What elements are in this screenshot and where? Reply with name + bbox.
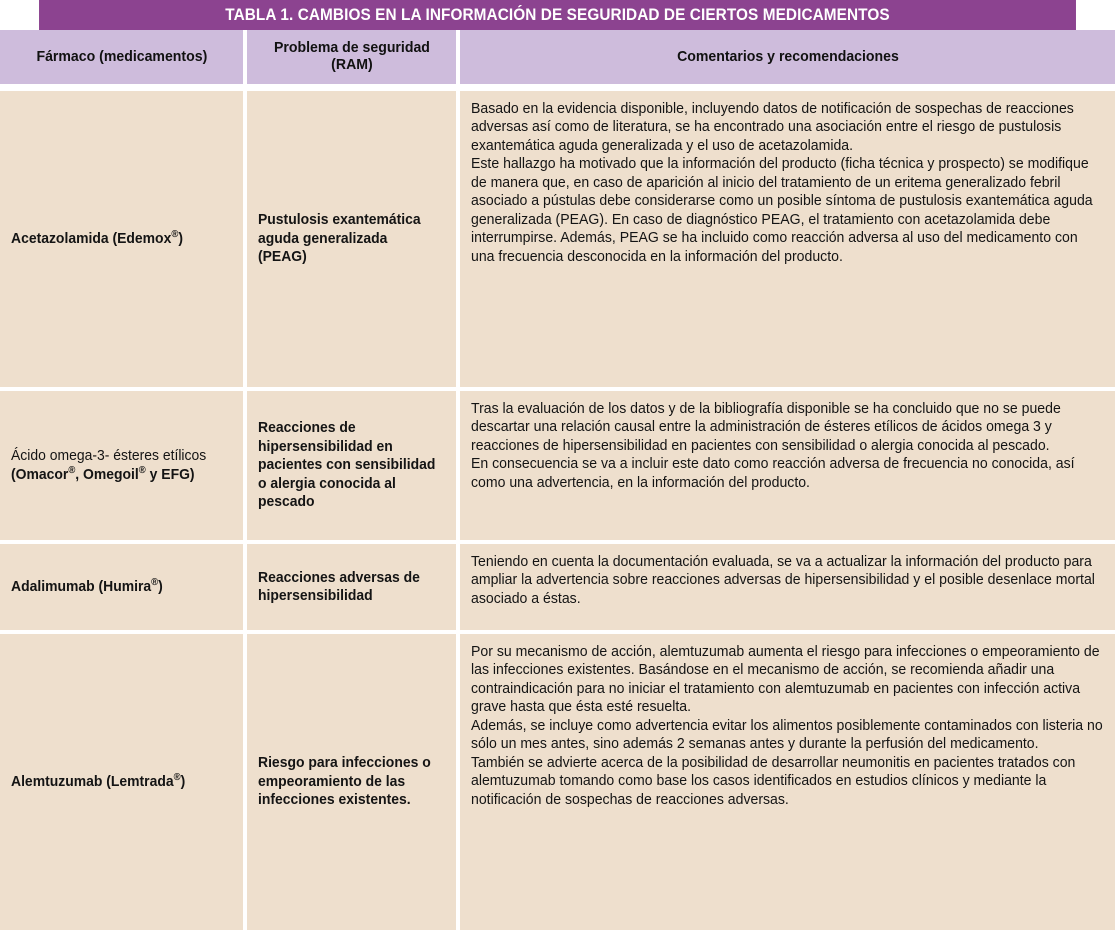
cell-drug (0, 91, 243, 387)
table-row (0, 91, 1115, 387)
comments-body (471, 400, 1104, 492)
cell-drug (0, 544, 243, 630)
comment-paragraph: También se advierte acerca de la posibilidad de desarrollar neumonitis en pacientes tratados con alemtuzumab tomando como base los casos identificados en estudios clínicos y mediante la notificación de sospechas de reacciones adversas. (471, 754, 1076, 808)
cell-comments (460, 634, 1115, 930)
column-header-safety-problem-line2: (RAM) (330, 56, 373, 73)
comment-paragraph: Por su mecanismo de acción, alemtuzumab aumenta el riesgo para infecciones o empeoramiento de las infecciones existentes. Basándose en el mecanismo de acción, se recomienda añadir una contraindicación para no iniciar el tratamiento con alemtuzumab en pacientes con infección activa grave hasta que ésta esté resuelta. (471, 644, 1100, 716)
table-header-row (0, 30, 1115, 84)
column-header-drug (0, 30, 243, 84)
cell-drug (0, 391, 243, 540)
cell-safety-problem (247, 544, 456, 630)
drug-name-adalimumab (11, 578, 222, 596)
column-header-comments-label: Comentarios y recomendaciones (676, 47, 899, 65)
comments-body (471, 553, 1104, 608)
table-grid (0, 30, 1115, 930)
column-header-drug-label: Fármaco (medicamentos) (36, 47, 207, 65)
column-header-safety-problem-line1: Problema de seguridad (273, 39, 430, 57)
registered-mark-icon: ® (151, 576, 159, 588)
drug-name-text: Ácido omega-3- ésteres etílicos (11, 448, 207, 465)
cell-comments (460, 91, 1115, 387)
cell-comments (460, 544, 1115, 630)
drug-brand-a: (Omacor (11, 466, 69, 483)
comment-paragraph: Basado en la evidencia disponible, incluyendo datos de notificación de sospechas de reacciones adversas así como de literatura, se ha encontrado una asociación entre el riesgo de pustulosis exantemática aguda generalizada y el uso de acetazolamida. (471, 101, 1074, 154)
safety-problem-text: Pustulosis exantemática aguda generalizada (PEAG) (258, 212, 421, 266)
safety-problem-text: Reacciones adversas de hipersensibilidad (258, 569, 420, 604)
cell-safety-problem (247, 91, 456, 387)
drug-name-suffix: ) (180, 773, 186, 790)
cell-safety-problem (247, 634, 456, 930)
drug-brand-b: , Omegoil (75, 466, 139, 483)
drug-brand-c: y EFG) (145, 466, 195, 483)
table-row (0, 634, 1115, 930)
safety-problem-text: Riesgo para infecciones o empeoramiento de las infecciones existentes. (258, 755, 431, 809)
comment-paragraph: Tras la evaluación de los datos y de la bibliografía disponible se ha concluido que no se puede descartar una relación causal entre la administración de ésteres etílicos de ácidos omega 3 y reacciones de hipersensibilidad en pacientes con sensibilidad o alergia conocida al pescado. (471, 401, 1061, 454)
column-header-safety-problem (247, 30, 456, 84)
drug-name-acido-omega-3 (11, 447, 222, 484)
registered-mark-icon: ® (138, 464, 146, 476)
drug-name-text: Adalimumab (Humira (11, 578, 152, 595)
comment-paragraph: Teniendo en cuenta la documentación evaluada, se va a actualizar la información del producto para ampliar la advertencia sobre reacciones adversas de hipersensibilidad y el posible desenlace mortal asociado a éstas. (471, 554, 1095, 607)
drug-name-suffix: ) (178, 230, 183, 247)
cell-drug (0, 634, 243, 930)
drug-name-text: Alemtuzumab (Lemtrada (11, 773, 174, 790)
safety-problem-text: Reacciones de hipersensibilidad en pacientes con sensibilidad o alergia conocida al pescado (258, 420, 436, 511)
table-title-text: TABLA 1. CAMBIOS EN LA INFORMACIÓN DE SEGURIDAD DE CIERTOS MEDICAMENTOS (225, 5, 890, 24)
drug-name-suffix: ) (158, 578, 163, 595)
column-header-comments (460, 30, 1115, 84)
table-row (0, 391, 1115, 540)
comment-paragraph: En consecuencia se va a incluir este dato como reacción adversa de frecuencia no conocida, así como una advertencia, en la información del producto. (471, 456, 1075, 491)
registered-mark-icon: ® (68, 464, 76, 476)
registered-mark-icon: ® (171, 228, 179, 240)
comment-paragraph: Además, se incluye como advertencia evitar los alimentos posiblemente contaminados con listeria no sólo un mes antes, sino además 2 semanas antes y durante la perfusión del medicamento. (471, 717, 1103, 753)
column-header-safety-problem-label (274, 40, 430, 74)
registered-mark-icon: ® (173, 771, 181, 783)
comments-body (471, 100, 1104, 266)
drug-name-text: Acetazolamida (Edemox (11, 230, 172, 247)
cell-safety-problem (247, 391, 456, 540)
table-title (39, 0, 1076, 30)
drug-name-alemtuzumab (11, 773, 222, 791)
comments-body (471, 643, 1104, 809)
table-row (0, 544, 1115, 630)
cell-comments (460, 391, 1115, 540)
drug-name-acetazolamida (11, 230, 222, 248)
comment-paragraph: Este hallazgo ha motivado que la información del producto (ficha técnica y prospecto) se modifique de manera que, en caso de aparición al inicio del tratamiento de un eritema generalizado febril asociado a pústulas debe considerarse como un posible síntoma de pustulosis exantemática aguda generalizada (PEAG). En caso de diagnóstico PEAG, el tratamiento con acetazolamida debe interrumpirse. Además, PEAG se ha incluido como reacción adversa al uso del medicamento con una frecuencia desconocida en la información del producto. (471, 156, 1093, 265)
